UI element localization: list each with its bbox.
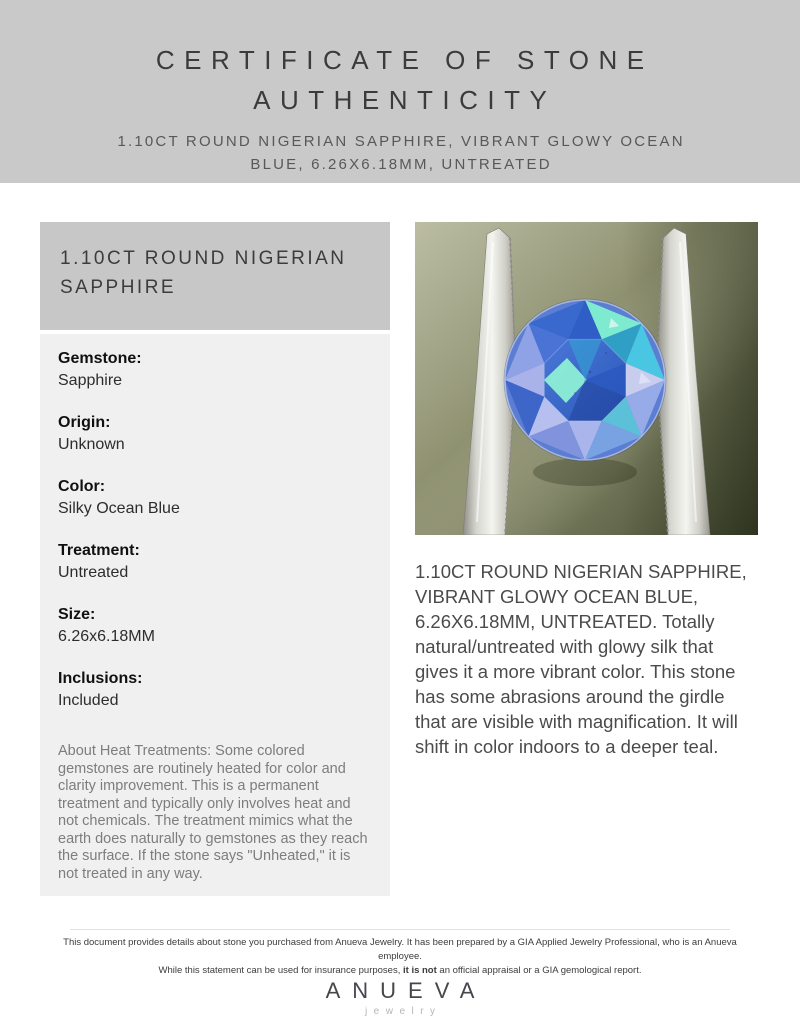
certificate-subtitle: 1.10CT ROUND NIGERIAN SAPPHIRE, VIBRANT GLOWY OCEAN BLUE, 6.26X6.18MM, UNTREATED	[117, 133, 685, 173]
heat-treatment-note: About Heat Treatments: Some colored gemstones are routinely heated for color and clarity improvement. This is a permanent treatment and typically only involves heat and not chemicals. The treatment mimics what the earth does naturally to gemstones as they reach the surface. If the stone says "Unheated," it is not treated in any way.	[58, 743, 368, 882]
stone-title-box	[40, 222, 390, 330]
field-label: Inclusions:	[58, 670, 143, 687]
footer-divider	[70, 929, 730, 930]
stone-description: 1.10CT ROUND NIGERIAN SAPPHIRE, VIBRANT GLOWY OCEAN BLUE, 6.26X6.18MM, UNTREATED. Totally natural/untreated with glowy silk that gives it a more vibrant color. This stone has some abrasions around the girdle that are visible with magnification. It will shift in color indoors to a deeper teal.	[415, 561, 747, 757]
brand-name: ANUEVA	[325, 978, 487, 1003]
disclaimer-line-2-pre: While this statement can be used for insurance purposes,	[158, 965, 403, 976]
detail-field-origin	[58, 412, 370, 456]
field-label: Color:	[58, 478, 106, 495]
detail-field-treatment	[58, 540, 370, 584]
disclaimer-line-2	[50, 964, 750, 978]
detail-field-inclusions	[58, 668, 370, 712]
disclaimer-line-2-post: an official appraisal or a GIA gemological report.	[436, 965, 642, 976]
stone-photo-illustration	[415, 222, 758, 535]
detail-field-gemstone	[58, 348, 370, 392]
footer-disclaimer	[50, 936, 750, 978]
field-value: Untreated	[58, 564, 129, 581]
certificate-banner	[0, 0, 800, 183]
field-value: Silky Ocean Blue	[58, 500, 180, 517]
field-label: Origin:	[58, 414, 111, 431]
sapphire-gem	[504, 299, 666, 461]
stone-details-column	[40, 222, 390, 896]
stone-title: 1.10CT ROUND NIGERIAN SAPPHIRE	[60, 248, 347, 299]
field-label: Gemstone:	[58, 350, 142, 367]
field-value: Unknown	[58, 436, 125, 453]
detail-field-size	[58, 604, 370, 648]
stone-photo	[415, 222, 758, 535]
disclaimer-line-1: This document provides details about stone you purchased from Anueva Jewelry. It has been prepared by a GIA Applied Jewelry Professional, who is an Anueva employee.	[63, 937, 737, 962]
field-label: Treatment:	[58, 542, 140, 559]
disclaimer-line-2-bold: it is not	[403, 965, 437, 976]
brand-subtitle: jewelry	[364, 1006, 442, 1018]
field-value: Included	[58, 692, 119, 709]
gem-shadow	[533, 458, 637, 486]
certificate-title: CERTIFICATE OF STONE AUTHENTICITY	[155, 45, 654, 116]
field-value: Sapphire	[58, 372, 123, 389]
field-value: 6.26x6.18MM	[58, 628, 155, 645]
detail-field-color	[58, 476, 370, 520]
brand-logo	[0, 979, 800, 1017]
field-label: Size:	[58, 606, 96, 623]
stone-details-panel	[40, 334, 390, 896]
